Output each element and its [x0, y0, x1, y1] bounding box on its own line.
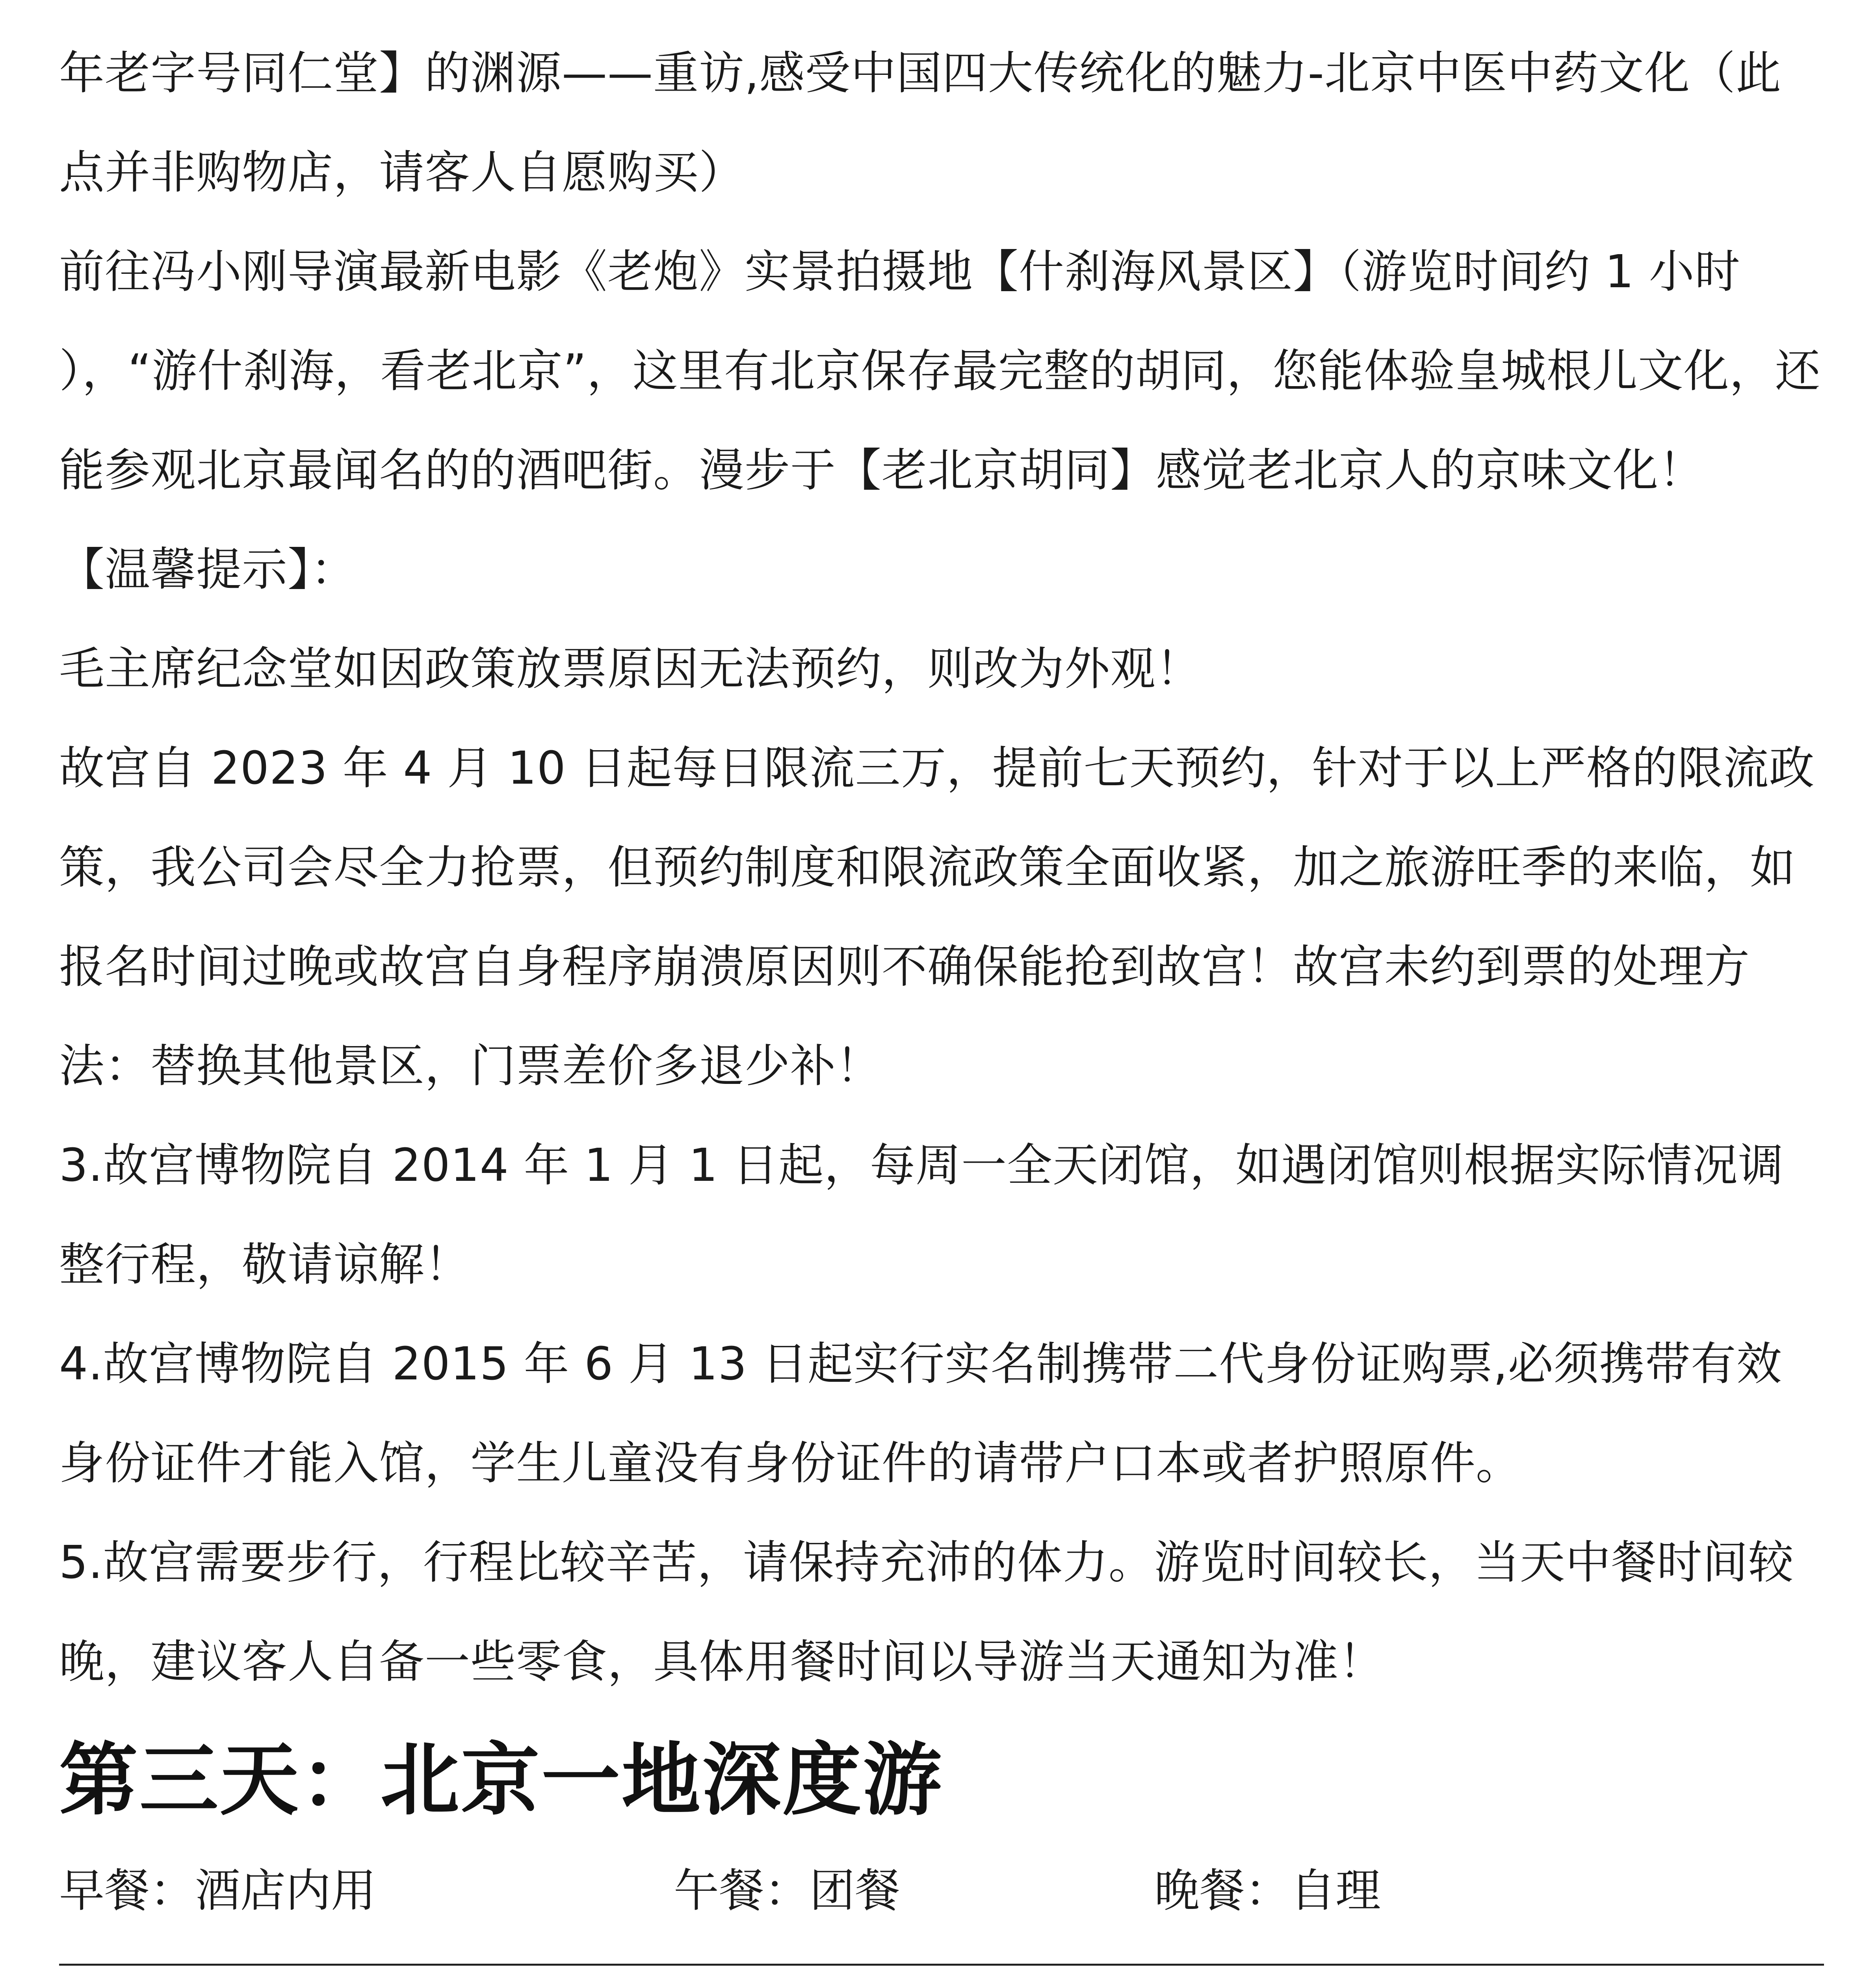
page-content: [59, 24, 1824, 1970]
dinner-info: 晚餐：自理: [1154, 1864, 1381, 1917]
paragraph-shichahai: 前往冯小刚导演最新电影《老炮》实景拍摄地【什刹海风景区】（游览时间约 1 小时 ），“游什刹海，看老北京”，这里有北京保存最完整的胡同，您能体验皇城根儿文化，还能参观北京最闻名的的酒吧街。漫步于【老北京胡同】感觉老北京人的京味文化！: [59, 245, 1821, 497]
paragraph-palace-closed: 3.故宫博物院自 2014 年 1 月 1 日起，每周一全天闭馆，如遇闭馆则根据实际情况调整行程，敬请谅解！: [59, 1139, 1784, 1291]
paragraph-palace-id: 4.故宫博物院自 2015 年 6 月 13 日起实行实名制携带二代身份证购票,必须携带有效身份证件才能入馆，学生儿童没有身份证件的请带户口本或者护照原件。: [59, 1338, 1782, 1490]
paragraph-palace-limit: 故宫自 2023 年 4 月 10 日起每日限流三万，提前七天预约，针对于以上严格的限流政策，我公司会尽全力抢票，但预约制度和限流政策全面收紧，加之旅游旺季的来临，如报名时间过晚或故宫自身程序崩溃原因则不确保能抢到故宫！故宫未约到票的处理方法：替换其他景区，门票差价多退少补！: [59, 742, 1815, 1093]
meals-row: [59, 1842, 1824, 1940]
paragraph-memorial-hall: 毛主席纪念堂如因政策放票原因无法预约，则改为外观！: [59, 643, 1202, 695]
paragraph-palace-walking: 5.故宫需要步行，行程比较辛苦，请保持充沛的体力。游览时间较长，当天中餐时间较晚，建议客人自备一些零食，具体用餐时间以导游当天通知为准！: [59, 1536, 1794, 1688]
paragraph-tips-heading: 【温馨提示】：: [59, 543, 357, 596]
divider-line: [59, 1964, 1824, 1966]
paragraph-tongrentang: 年老字号同仁堂】的渊源——重访,感受中国四大传统化的魅力-北京中医中药文化（此点并非购物店，请客人自愿购买）: [59, 47, 1782, 199]
breakfast-info: 早餐：酒店内用: [59, 1864, 377, 1917]
lunch-info: 午餐：团餐: [674, 1864, 901, 1917]
day-three-title: 第三天：北京一地深度游: [59, 1734, 944, 1826]
